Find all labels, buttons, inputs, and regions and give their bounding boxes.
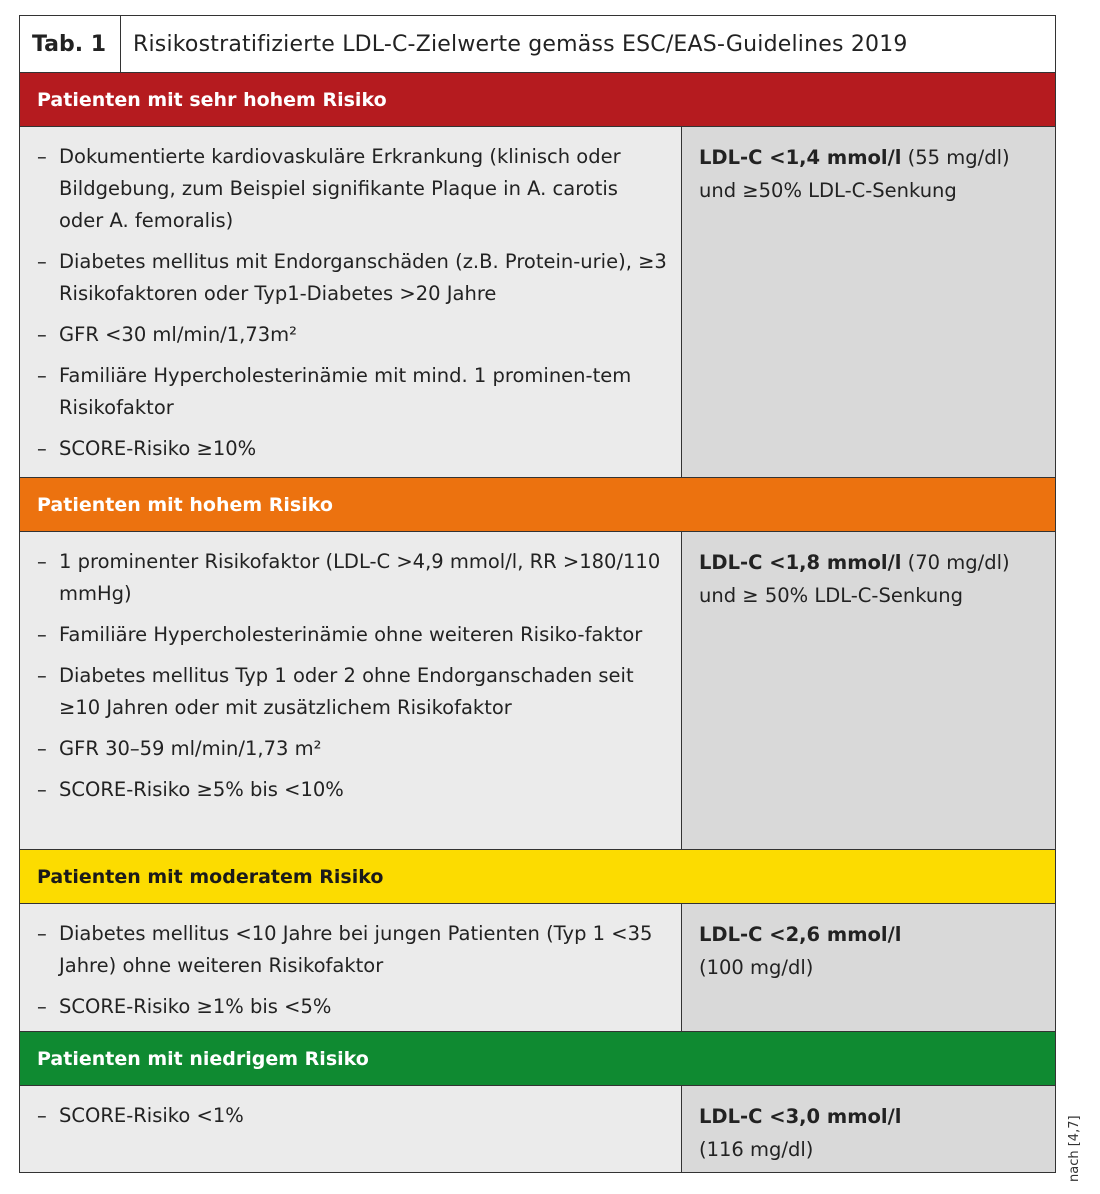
list-item: – Dokumentierte kardiovaskuläre Erkrankung (klinisch oder Bildgebung, zum Beispiel signifikante Plaque in A. carotis oder A. femoralis)	[37, 145, 621, 232]
list-item: – GFR 30–59 ml/min/1,73 m²	[37, 737, 322, 760]
section-row-low-risk	[20, 1086, 1055, 1172]
list-item: – Familiäre Hypercholesterinämie mit mind. 1 prominen-tem Risikofaktor	[37, 364, 632, 419]
list-item: – Diabetes mellitus Typ 1 oder 2 ohne Endorganschaden seit ≥10 Jahren oder mit zusätzlichem Risikofaktor	[37, 664, 634, 719]
section-header-low-risk: Patienten mit niedrigem Risiko	[20, 1032, 1055, 1086]
table-title-bar	[20, 16, 1055, 73]
criteria-list	[20, 127, 682, 477]
target-note: (116 mg/dl)	[699, 1138, 814, 1161]
list-item: – Familiäre Hypercholesterinämie ohne weiteren Risiko-faktor	[37, 623, 643, 646]
source-note: nach [4,7]	[1067, 1115, 1082, 1182]
target-value: LDL-C <3,0 mmol/l	[699, 1105, 902, 1128]
list-item: – 1 prominenter Risikofaktor (LDL-C >4,9 mmol/l, RR >180/110 mmHg)	[37, 550, 661, 605]
section-row-moderate-risk	[20, 904, 1055, 1032]
risk-table	[19, 15, 1056, 1173]
list-item: – GFR <30 ml/min/1,73m²	[37, 323, 297, 346]
section-header-high-risk: Patienten mit hohem Risiko	[20, 478, 1055, 532]
table-title: Risikostratifizierte LDL-C-Zielwerte gemäss ESC/EAS-Guidelines 2019	[133, 31, 908, 57]
list-item: – SCORE-Risiko ≥5% bis <10%	[37, 778, 344, 801]
list-item: – SCORE-Risiko ≥1% bis <5%	[37, 995, 332, 1018]
criteria-list	[20, 532, 682, 849]
target-note: und ≥ 50% LDL-C-Senkung	[699, 584, 963, 607]
criteria-list	[20, 1086, 682, 1172]
section-header-moderate-risk: Patienten mit moderatem Risiko	[20, 850, 1055, 904]
target-note: (100 mg/dl)	[699, 956, 814, 979]
target-value-cell	[682, 532, 1055, 849]
target-value-cell	[682, 904, 1055, 1031]
section-row-very-high-risk	[20, 127, 1055, 478]
target-value: LDL-C <1,8 mmol/l	[699, 551, 902, 574]
target-value: LDL-C <2,6 mmol/l	[699, 923, 902, 946]
target-note: und ≥50% LDL-C-Senkung	[699, 179, 957, 202]
target-value-cell	[682, 1086, 1055, 1172]
list-item: – Diabetes mellitus <10 Jahre bei jungen Patienten (Typ 1 <35 Jahre) ohne weiteren Risikofaktor	[37, 922, 653, 977]
list-item: – SCORE-Risiko ≥10%	[37, 437, 257, 460]
target-unit: (70 mg/dl)	[901, 551, 1010, 574]
table-number: Tab. 1	[20, 16, 121, 72]
target-value-cell	[682, 127, 1055, 477]
target-unit: (55 mg/dl)	[901, 146, 1010, 169]
section-header-very-high-risk: Patienten mit sehr hohem Risiko	[20, 73, 1055, 127]
target-value: LDL-C <1,4 mmol/l	[699, 146, 902, 169]
criteria-list	[20, 904, 682, 1031]
section-row-high-risk	[20, 532, 1055, 850]
list-item: – SCORE-Risiko <1%	[37, 1104, 244, 1127]
list-item: – Diabetes mellitus mit Endorganschäden (z.B. Protein-urie), ≥3 Risikofaktoren oder Typ1-Diabetes >20 Jahre	[37, 250, 667, 305]
